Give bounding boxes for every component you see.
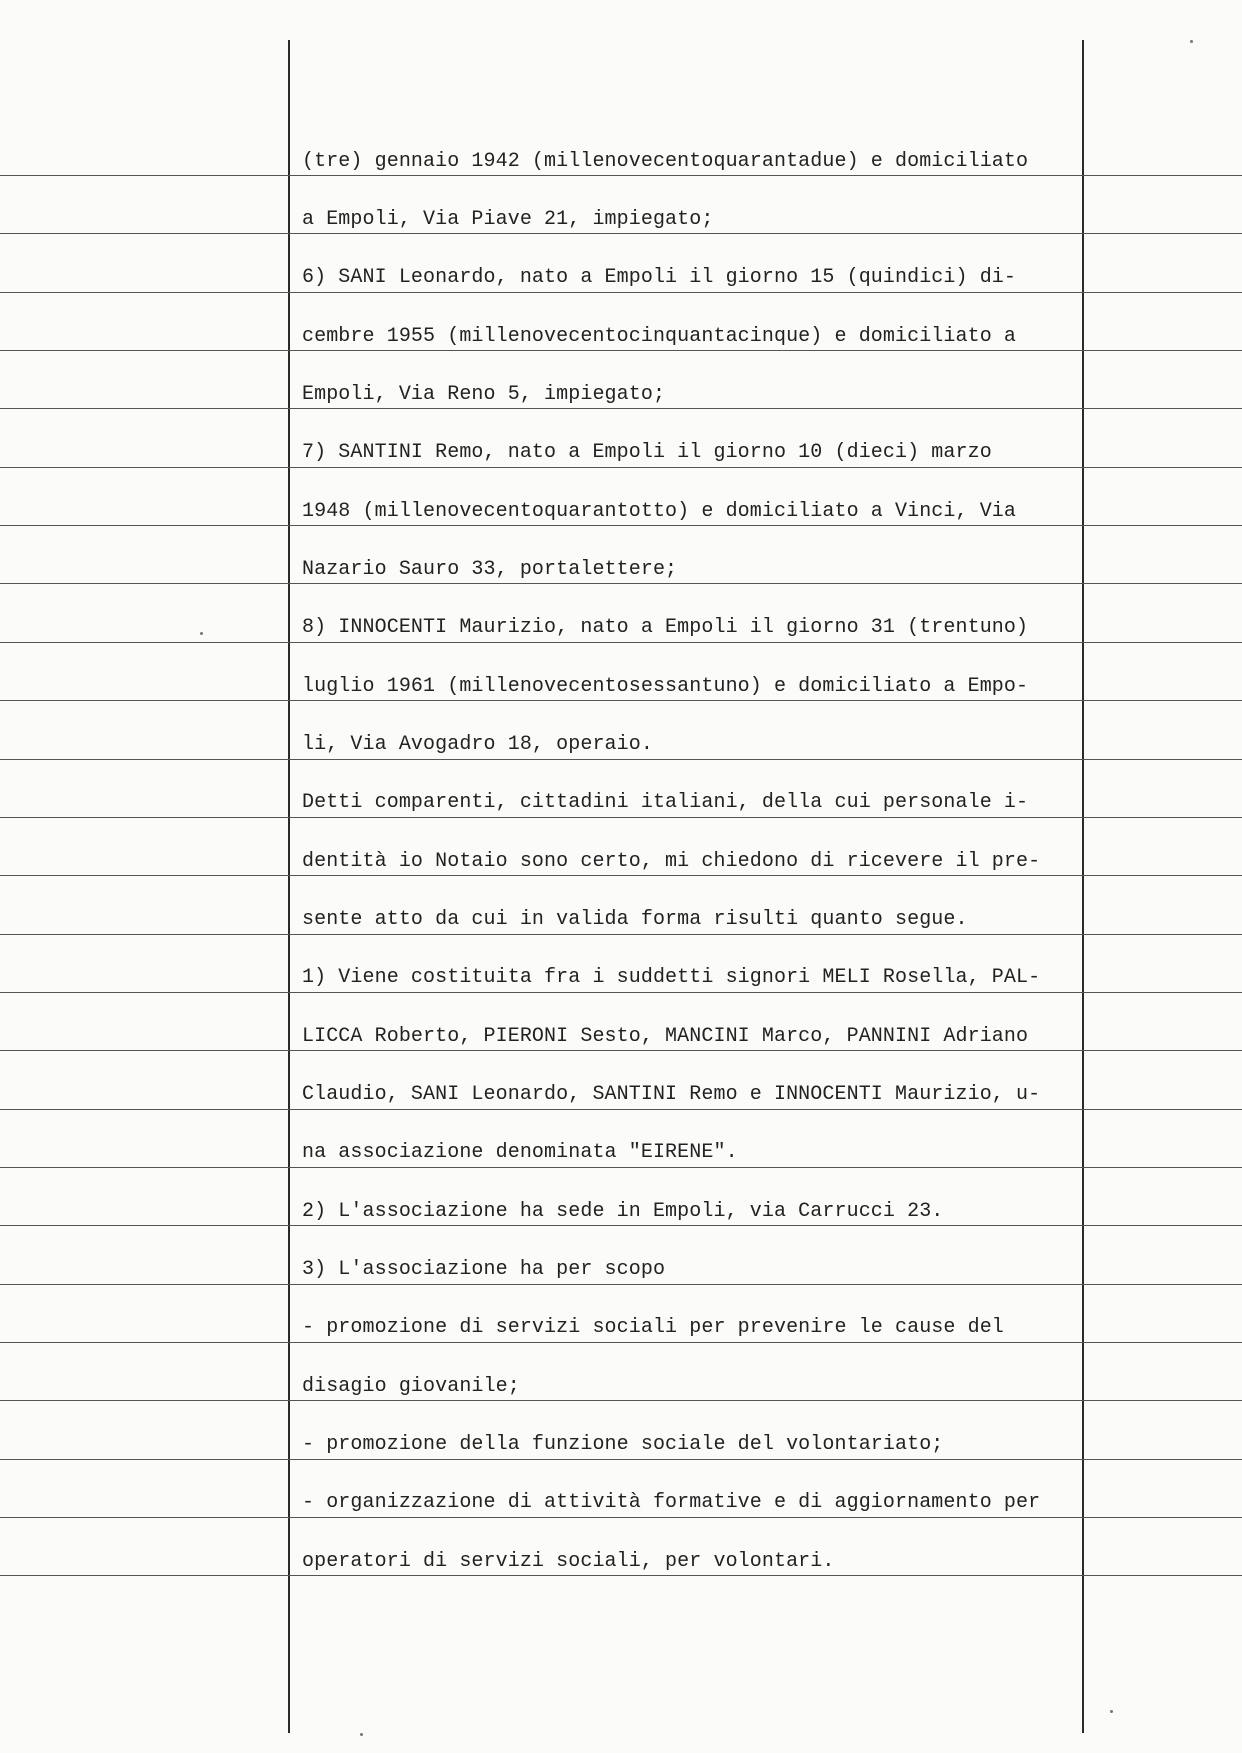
- ruled-line: [0, 175, 1242, 176]
- text-line: LICCA Roberto, PIERONI Sesto, MANCINI Marco, PANNINI Adriano: [302, 1025, 1029, 1048]
- ruled-line: [0, 233, 1242, 234]
- text-line: - organizzazione di attività formative e di aggiornamento per: [302, 1491, 1041, 1514]
- ruled-line: [0, 1050, 1242, 1051]
- ruled-line: [0, 467, 1242, 468]
- text-line: cembre 1955 (millenovecentocinquantacinque) e domiciliato a: [302, 325, 1017, 348]
- text-line: 2) L'associazione ha sede in Empoli, via Carrucci 23.: [302, 1200, 944, 1223]
- text-line: disagio giovanile;: [302, 1375, 520, 1398]
- ruled-line: [0, 408, 1242, 409]
- text-line: Nazario Sauro 33, portalettere;: [302, 558, 678, 581]
- ruled-line: [0, 525, 1242, 526]
- ruled-line: [0, 1109, 1242, 1110]
- ruled-line: [0, 817, 1242, 818]
- ruled-line: [0, 759, 1242, 760]
- text-line: 1948 (millenovecentoquarantotto) e domiciliato a Vinci, Via: [302, 500, 1017, 523]
- text-line: 3) L'associazione ha per scopo: [302, 1258, 666, 1281]
- ruled-line: [0, 934, 1242, 935]
- text-line: 1) Viene costituita fra i suddetti signori MELI Rosella, PAL-: [302, 966, 1041, 989]
- right-margin-line: [1082, 40, 1084, 1733]
- ruled-line: [0, 1575, 1242, 1576]
- ruled-line: [0, 292, 1242, 293]
- left-margin-line: [288, 40, 290, 1733]
- text-line: sente atto da cui in valida forma risulti quanto segue.: [302, 908, 968, 931]
- scan-speck: [1110, 1710, 1113, 1713]
- scan-speck: [1190, 40, 1193, 43]
- ruled-line: [0, 875, 1242, 876]
- ruled-line: [0, 1225, 1242, 1226]
- ruled-line: [0, 992, 1242, 993]
- ruled-line: [0, 350, 1242, 351]
- text-line: Detti comparenti, cittadini italiani, della cui personale i-: [302, 791, 1029, 814]
- ruled-line: [0, 1400, 1242, 1401]
- text-line: dentità io Notaio sono certo, mi chiedono di ricevere il pre-: [302, 850, 1041, 873]
- text-line: 8) INNOCENTI Maurizio, nato a Empoli il giorno 31 (trentuno): [302, 616, 1029, 639]
- ruled-line: [0, 583, 1242, 584]
- ruled-line: [0, 700, 1242, 701]
- text-line: Claudio, SANI Leonardo, SANTINI Remo e INNOCENTI Maurizio, u-: [302, 1083, 1041, 1106]
- text-line: 6) SANI Leonardo, nato a Empoli il giorno 15 (quindici) di-: [302, 266, 1017, 289]
- text-line: luglio 1961 (millenovecentosessantuno) e domiciliato a Empo-: [302, 675, 1029, 698]
- text-line: li, Via Avogadro 18, operaio.: [302, 733, 653, 756]
- ruled-line: [0, 1342, 1242, 1343]
- ruled-line: [0, 642, 1242, 643]
- text-line: 7) SANTINI Remo, nato a Empoli il giorno 10 (dieci) marzo: [302, 441, 992, 464]
- scan-speck: [200, 632, 203, 635]
- text-line: operatori di servizi sociali, per volontari.: [302, 1550, 835, 1573]
- ruled-line: [0, 1517, 1242, 1518]
- scan-speck: [360, 1733, 363, 1736]
- text-line: Empoli, Via Reno 5, impiegato;: [302, 383, 666, 406]
- text-line: na associazione denominata "EIRENE".: [302, 1141, 738, 1164]
- text-line: (tre) gennaio 1942 (millenovecentoquarantadue) e domiciliato: [302, 150, 1029, 173]
- text-line: - promozione di servizi sociali per prevenire le cause del: [302, 1316, 1004, 1339]
- text-line: a Empoli, Via Piave 21, impiegato;: [302, 208, 714, 231]
- ruled-line: [0, 1459, 1242, 1460]
- text-line: - promozione della funzione sociale del volontariato;: [302, 1433, 944, 1456]
- ruled-line: [0, 1167, 1242, 1168]
- ruled-line: [0, 1284, 1242, 1285]
